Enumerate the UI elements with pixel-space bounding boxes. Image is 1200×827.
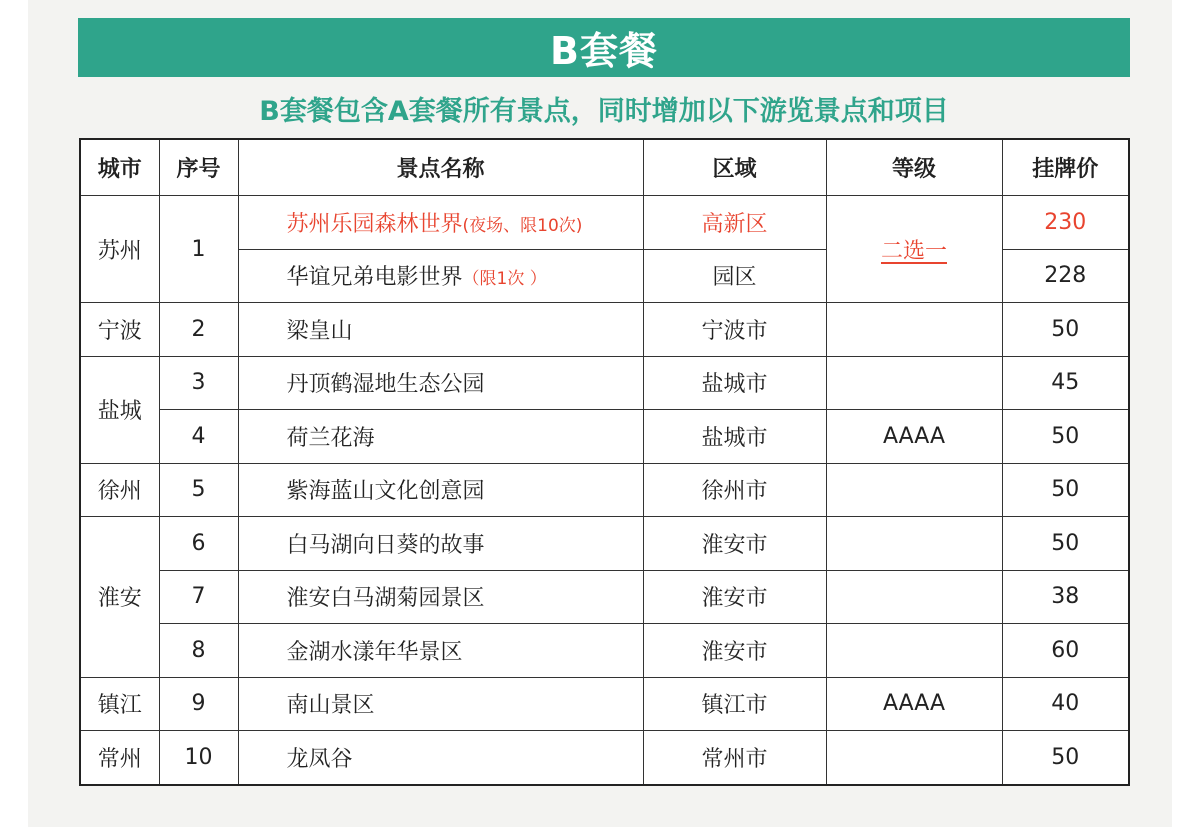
grade-cell: AAAA <box>826 677 1002 731</box>
no-cell: 7 <box>159 570 238 624</box>
price-cell: 45 <box>1002 356 1129 410</box>
area-cell: 盐城市 <box>643 410 826 464</box>
area-cell: 园区 <box>643 249 826 303</box>
table-row <box>80 196 1129 250</box>
price-cell: 50 <box>1002 463 1129 517</box>
city-cell: 淮安 <box>80 517 159 678</box>
attraction-note: （限1次 ） <box>462 269 547 290</box>
no-cell: 5 <box>159 463 238 517</box>
city-cell: 宁波 <box>80 303 159 357</box>
no-cell: 8 <box>159 624 238 678</box>
header-name: 景点名称 <box>238 139 643 196</box>
no-cell: 1 <box>159 196 238 303</box>
grade-cell <box>826 624 1002 678</box>
grade-cell <box>826 517 1002 571</box>
grade-cell <box>826 356 1002 410</box>
table-row <box>80 570 1129 624</box>
grade-cell <box>826 570 1002 624</box>
attraction-name-cell: 紫海蓝山文化创意园 <box>238 463 643 517</box>
price-cell: 38 <box>1002 570 1129 624</box>
attraction-name-cell: 荷兰花海 <box>238 410 643 464</box>
header-no: 序号 <box>159 139 238 196</box>
area-cell: 常州市 <box>643 731 826 785</box>
table-row <box>80 463 1129 517</box>
attraction-name: 苏州乐园森林世界 <box>286 211 463 237</box>
area-cell: 淮安市 <box>643 624 826 678</box>
table-row <box>80 677 1129 731</box>
package-banner: B套餐 <box>78 18 1130 77</box>
header-price: 挂牌价 <box>1002 139 1129 196</box>
attraction-name-cell <box>238 249 643 303</box>
attraction-name-cell <box>238 196 643 250</box>
no-cell: 2 <box>159 303 238 357</box>
area-cell: 盐城市 <box>643 356 826 410</box>
header-area: 区域 <box>643 139 826 196</box>
table-row <box>80 356 1129 410</box>
table-row <box>80 624 1129 678</box>
grade-cell: AAAA <box>826 410 1002 464</box>
area-cell: 镇江市 <box>643 677 826 731</box>
choice-note: 二选一 <box>880 238 947 264</box>
table-header-row <box>80 139 1129 196</box>
table-row <box>80 731 1129 785</box>
city-cell: 盐城 <box>80 356 159 463</box>
table-row <box>80 303 1129 357</box>
table-row <box>80 410 1129 464</box>
no-cell: 6 <box>159 517 238 571</box>
grade-cell <box>826 303 1002 357</box>
area-cell: 宁波市 <box>643 303 826 357</box>
price-cell: 40 <box>1002 677 1129 731</box>
table-row <box>80 517 1129 571</box>
grade-cell <box>826 731 1002 785</box>
attraction-name-cell: 龙凤谷 <box>238 731 643 785</box>
attraction-name-cell: 梁皇山 <box>238 303 643 357</box>
header-city: 城市 <box>80 139 159 196</box>
attraction-name-cell: 丹顶鹤湿地生态公园 <box>238 356 643 410</box>
area-cell: 淮安市 <box>643 570 826 624</box>
area-cell: 高新区 <box>643 196 826 250</box>
grade-cell <box>826 463 1002 517</box>
attraction-name-cell: 白马湖向日葵的故事 <box>238 517 643 571</box>
city-cell: 苏州 <box>80 196 159 303</box>
no-cell: 4 <box>159 410 238 464</box>
attraction-name: 华谊兄弟电影世界 <box>286 265 463 291</box>
attraction-name-cell: 淮安白马湖菊园景区 <box>238 570 643 624</box>
header-grade: 等级 <box>826 139 1002 196</box>
price-cell: 230 <box>1002 196 1129 250</box>
price-cell: 50 <box>1002 731 1129 785</box>
no-cell: 9 <box>159 677 238 731</box>
attraction-name-cell: 南山景区 <box>238 677 643 731</box>
price-cell: 50 <box>1002 410 1129 464</box>
price-cell: 50 <box>1002 517 1129 571</box>
grade-cell <box>826 196 1002 303</box>
city-cell: 常州 <box>80 731 159 785</box>
price-cell: 50 <box>1002 303 1129 357</box>
attractions-table <box>79 138 1130 786</box>
attraction-name-cell: 金湖水漾年华景区 <box>238 624 643 678</box>
no-cell: 10 <box>159 731 238 785</box>
city-cell: 徐州 <box>80 463 159 517</box>
price-cell: 228 <box>1002 249 1129 303</box>
price-cell: 60 <box>1002 624 1129 678</box>
package-subtitle: B套餐包含A套餐所有景点，同时增加以下游览景点和项目 <box>259 95 949 127</box>
area-cell: 淮安市 <box>643 517 826 571</box>
area-cell: 徐州市 <box>643 463 826 517</box>
attraction-note: (夜场、限10次) <box>462 215 583 236</box>
no-cell: 3 <box>159 356 238 410</box>
city-cell: 镇江 <box>80 677 159 731</box>
